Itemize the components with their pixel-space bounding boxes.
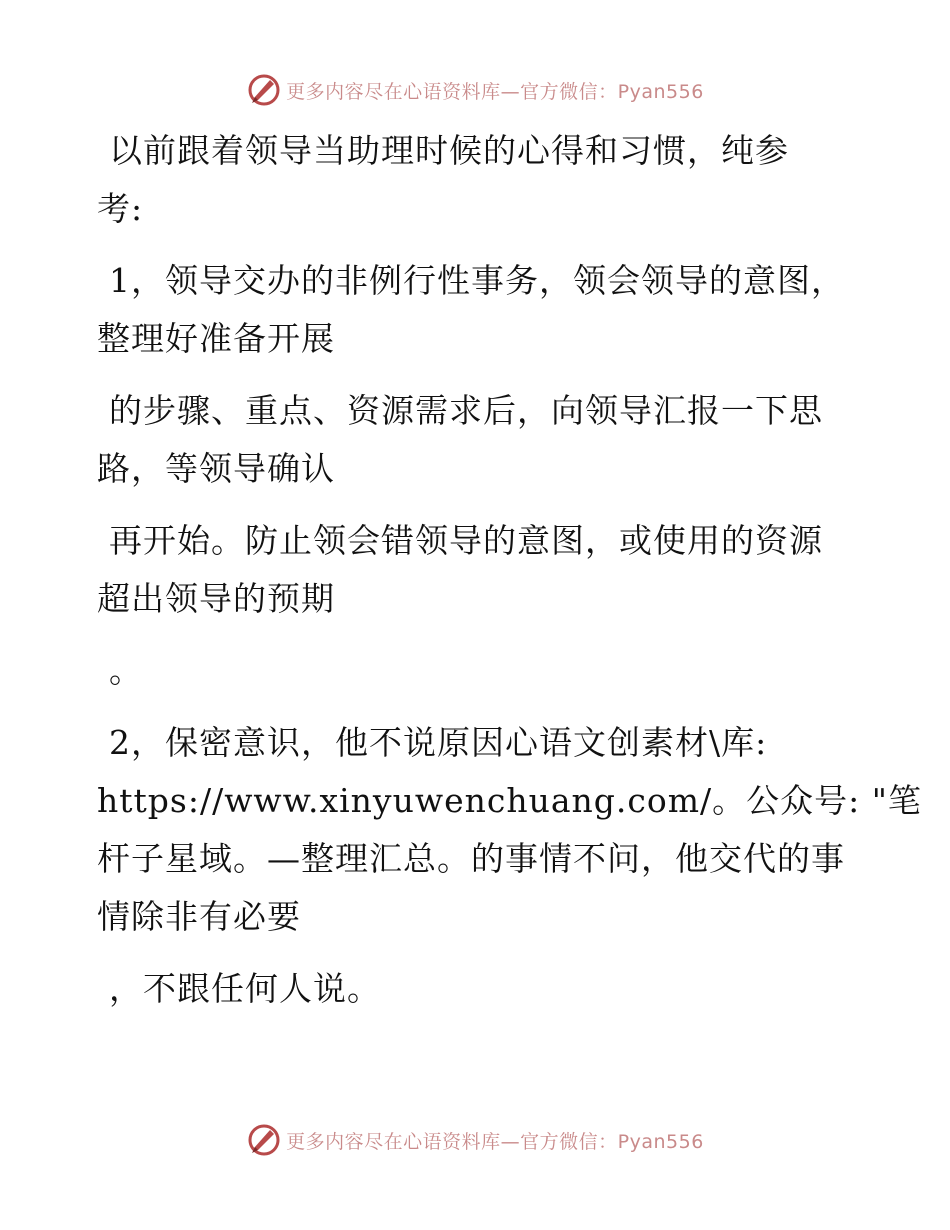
- paragraph-line: 杆子星域。—整理汇总。的事情不问，他交代的事: [97, 839, 845, 878]
- paragraph-line: 。: [109, 651, 143, 690]
- paragraph-line: 考:: [97, 189, 144, 228]
- paragraph-line: 情除非有必要: [97, 897, 301, 936]
- footer-watermark: [0, 1122, 950, 1158]
- paragraph-line: 整理好准备开展: [97, 319, 335, 358]
- footer-watermark-text: 更多内容尽在心语资料库—官方微信：Pyan556: [286, 1130, 704, 1153]
- paragraph-line: 再开始。防止领会错领导的意图，或使用的资源: [109, 521, 823, 560]
- paragraph-line: 的步骤、重点、资源需求后，向领导汇报一下思: [109, 391, 823, 430]
- header-watermark-text: 更多内容尽在心语资料库—官方微信：Pyan556: [286, 80, 704, 103]
- paragraph-line: 2，保密意识，他不说原因心语文创素材\库:: [109, 723, 768, 762]
- quill-pen-logo-icon: [246, 1122, 282, 1158]
- paragraph-line: ，不跟任何人说。: [109, 969, 381, 1008]
- paragraph-line: 路，等领导确认: [97, 449, 335, 488]
- quill-pen-logo-icon: [246, 72, 282, 108]
- paragraph-line: 1，领导交办的非例行性事务，领会领导的意图，: [109, 261, 845, 300]
- document-body: [97, 122, 922, 1018]
- paragraph-line: 以前跟着领导当助理时候的心得和习惯，纯参: [109, 131, 789, 170]
- header-watermark: [0, 72, 950, 108]
- paragraph-line: 超出领导的预期: [97, 579, 335, 618]
- paragraph-line: https://www.xinyuwenchuang.com/。公众号: "笔: [97, 781, 922, 820]
